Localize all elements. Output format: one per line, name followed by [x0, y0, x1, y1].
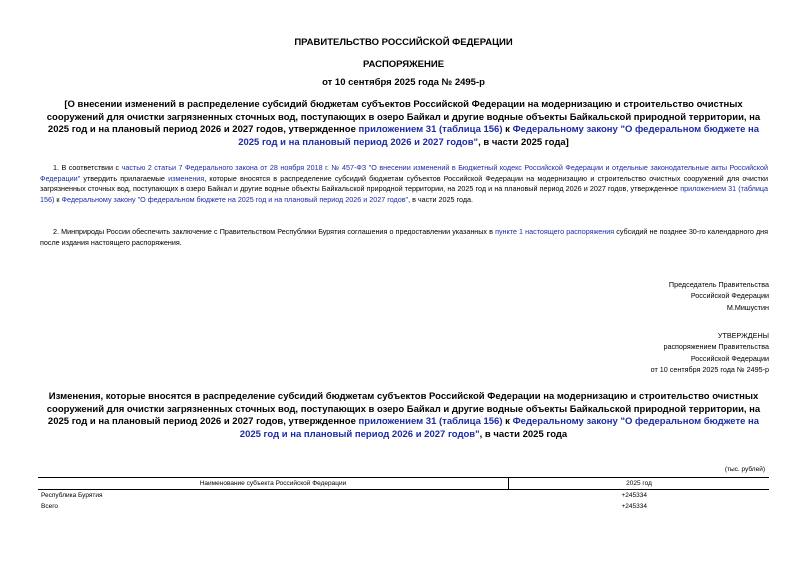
signature-name: М.Мишустин — [726, 302, 769, 312]
government-heading: ПРАВИТЕЛЬСТВО РОССИЙСКОЙ ФЕДЕРАЦИИ — [294, 37, 513, 48]
title-text: к — [502, 416, 513, 427]
approval-date: от 10 сентября 2025 года № 2495-р — [650, 365, 769, 375]
title-text: , в части 2025 года] — [478, 136, 569, 148]
table-row — [38, 490, 769, 502]
paragraph-1 — [40, 163, 768, 205]
title-text: [О внесении изменений в распределение субсидий бюджетам субъектов Российской Федерации на модернизацию и строительство очистных сооружений для очистки загрязненных сточных вод, поступающих в озеро Байкал и другие водные объекты Байкальской природной территории, на 2025 год и на плановый период 2026 и 2027 годов, утвержденное — [46, 99, 761, 135]
title-text: к — [502, 124, 513, 135]
paragraph-text: , которые вносятся в распределение субсидий бюджетам субъектов Российской Федерации на модернизацию и строительство очистных сооружений для очистки загрязненных сточных вод, поступающих в озеро Байкал и другие водные объекты Байкальской природной территории, на 2025 год и на плановый период 2026 и 2027 годов, утвержденное — [40, 173, 768, 194]
approval-line: Российской Федерации — [690, 353, 769, 363]
approval-block — [651, 330, 769, 376]
table-header-row — [38, 478, 769, 490]
link-federal-budget-law[interactable]: Федеральному закону "О федеральном бюджете на 2025 год и на плановый период 2026 и 2027 годов" — [239, 416, 760, 440]
title-text: , в части 2025 года — [479, 428, 568, 440]
link-item-1[interactable]: пункте 1 настоящего распоряжения — [495, 227, 615, 236]
link-changes[interactable]: изменения — [168, 173, 205, 183]
link-appendix-31[interactable]: приложением 31 (таблица 156) — [358, 416, 503, 427]
document-title — [38, 99, 769, 149]
column-header-subject: Наименование субъекта Российской Федерации — [38, 478, 509, 490]
table-cell-value: +245334 — [621, 492, 647, 499]
link-federal-budget-law[interactable]: Федеральному закону "О федеральном бюджете на 2025 год и на плановый период 2026 и 2027 годов" — [61, 194, 409, 204]
table-cell-subject: Всего — [41, 503, 59, 510]
paragraph-text: утвердить прилагаемые — [80, 173, 169, 183]
table-row — [38, 501, 769, 512]
subsidy-table — [38, 477, 769, 512]
column-header-year: 2025 год — [509, 478, 770, 490]
signature-position: Председатель Правительства — [668, 280, 769, 289]
paragraph-text: субсидий не позднее 30-го календарного дня после издания настоящего распоряжения. — [40, 227, 769, 247]
link-appendix-31[interactable]: приложением 31 (таблица 156) — [40, 184, 768, 204]
signature-block — [669, 279, 769, 313]
paragraph-text: , в части 2025 года. — [408, 194, 474, 204]
approval-heading: УТВЕРЖДЕНЫ — [717, 331, 769, 340]
paragraph-text: к — [54, 194, 62, 204]
link-federal-law-457[interactable]: частью 2 статьи 7 Федерального закона от 28 ноября 2018 г. № 457-ФЗ "О внесении изменений в Бюджетный кодекс Российской Федерации и отдельные законодательные акты Российской Федерации" — [40, 163, 768, 183]
table-cell-value: +245334 — [621, 503, 647, 510]
title-text: Изменения, которые вносятся в распределение субсидий бюджетам субъектов Российской Федерации на модернизацию и строительство очистных сооружений для очистки загрязненных сточных вод, поступающих в озеро Байкал и другие водные объекты Байкальской природной территории, на 2025 год и на плановый период 2026 и 2027 годов, утвержденное — [46, 391, 761, 427]
link-federal-budget-law[interactable]: Федеральному закону "О федеральном бюджете на 2025 год и на плановый период 2026 и 2027 годов" — [238, 124, 760, 148]
document-date-number: от 10 сентября 2025 года № 2495-р — [322, 77, 485, 88]
document-type-heading: РАСПОРЯЖЕНИЕ — [362, 59, 445, 70]
paragraph-2 — [40, 227, 768, 248]
paragraph-text: 2. Минприроды России обеспечить заключение с Правительством Республики Бурятия соглашения о предоставлении указанных в — [53, 227, 496, 236]
paragraph-text: 1. В соответствии с — [53, 163, 122, 172]
table-units: (тыс. рублей) — [724, 466, 765, 473]
link-appendix-31[interactable]: приложением 31 (таблица 156) — [358, 124, 503, 135]
changes-title — [38, 391, 769, 441]
signature-position-org: Российской Федерации — [690, 291, 769, 301]
approval-line: распоряжением Правительства — [663, 342, 769, 352]
table-cell-subject: Республика Бурятия — [41, 492, 103, 499]
